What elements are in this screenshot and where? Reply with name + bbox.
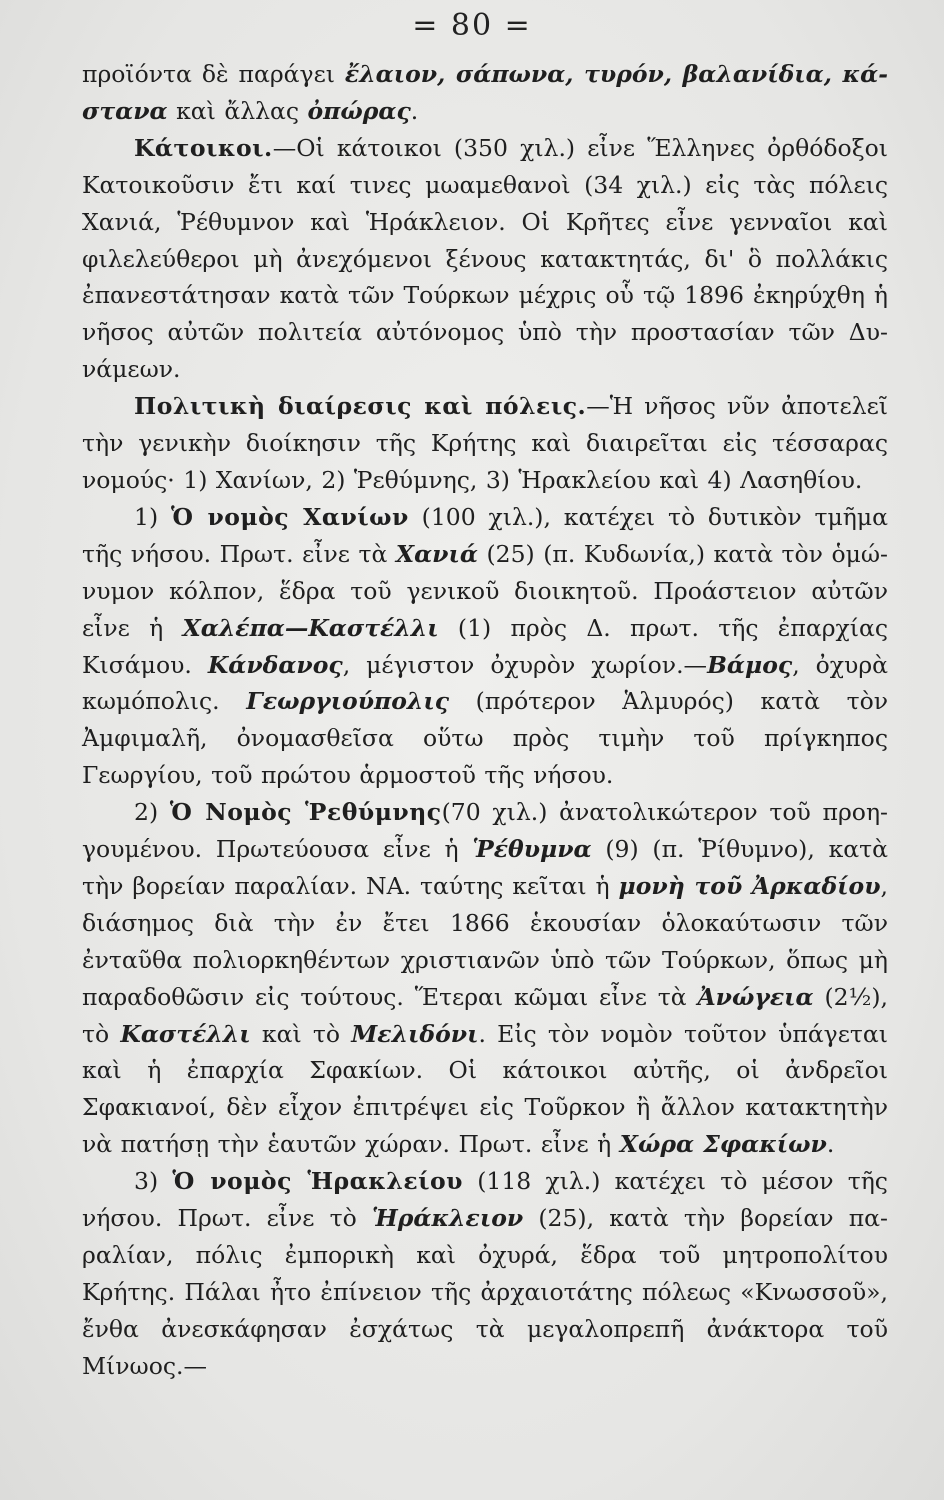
- text-run: (πρότερον Ἁλμυρός) κατὰ τὸν Ἀμφιμαλῆ, ὀνομασθεῖσα οὕτω πρὸς τιμὴν τοῦ πρίγκηπος Γεωργίου, τοῦ πρώτου ἁρμοστοῦ τῆς νήσου.: [82, 687, 889, 790]
- place-name: Ἀνώγεια: [697, 982, 814, 1011]
- prefecture-heading-rethymno: Ὁ Νομὸς Ῥεθύμνης: [169, 798, 442, 827]
- paragraph-inhabitants: [82, 130, 888, 388]
- paragraph-rethymno: [82, 794, 888, 1163]
- text-run: (118 χιλ.) κατέχει τὸ μέσον τῆς νήσου. Πρωτ. εἶνε τὸ: [82, 1167, 888, 1233]
- text-run: —Οἱ κάτοικοι (350 χιλ.) εἶνε Ἕλληνες ὀρθόδοξοι Κατοικοῦσιν ἔτι καί τινες μωαμεθανοὶ (34 χιλ.) εἰς τὰς πόλεις Χανιά, Ῥέθυμνον καὶ Ἡράκλειον. Οἱ Κρῆτες εἶνε γενναῖοι καὶ φιλελεύθεροι μὴ ἀνεχόμενοι ξένους κατακτητάς, δι' ὃ πολλάκις ἐπανεστάτησαν κατὰ τῶν Τούρκων μέχρις οὗ τῷ 1896 ἐκηρύχθη ἡ νῆσος αὐτῶν πολιτεία αὐτόνομος ὑπὸ τὴν προστασίαν τῶν Δυνάμεων.: [82, 133, 888, 384]
- page-number: = 80 =: [412, 8, 532, 43]
- place-name: Βάμος: [707, 650, 793, 679]
- paragraph-chania: [82, 499, 888, 794]
- place-name: Γεωργιούπολις: [246, 687, 450, 716]
- text-run: (1) πρὸς Δ. πρωτ. τῆς ἐπαρχίας Κισάμου.: [82, 613, 888, 679]
- section-heading-political-division: Πολιτικὴ διαίρεσις καὶ πόλεις.: [134, 392, 587, 421]
- text-run: (25) (π. Κυδωνία,) κατὰ τὸν ὁμώνυμον κόλπον, ἕδρα τοῦ γενικοῦ διοικητοῦ. Προάστειον αὐτῶν εἶνε ἡ: [82, 539, 888, 642]
- place-name: Κάνδανος: [207, 650, 343, 679]
- prefecture-heading-heraklion: Ὁ νομὸς Ἡρακλείου: [172, 1167, 463, 1196]
- place-name: Χανιά: [395, 539, 478, 568]
- text-run: καὶ ἄλλας: [167, 96, 308, 125]
- place-name: Ῥέθυμνα: [472, 835, 592, 864]
- text-run: (9) (π. Ῥίθυμνο), κατὰ τὴν βορείαν παραλίαν. ΝΑ. ταύτης κεῖται ἡ: [82, 835, 888, 900]
- text-run: , μέγιστον ὀχυρὸν χωρίον.—: [342, 650, 708, 679]
- text-run: καὶ τὸ: [250, 1019, 352, 1048]
- place-name: μονὴ τοῦ Ἀρκαδίου: [618, 871, 881, 900]
- text-run: προϊόντα δὲ παράγει: [82, 60, 345, 88]
- text-run: .: [826, 1130, 835, 1159]
- prefecture-heading-chania: Ὁ νομὸς Χανίων: [170, 502, 409, 531]
- paragraph-heraklion: [82, 1163, 888, 1384]
- text-run: (25), κατὰ τὴν βορείαν παραλίαν, πόλις ἐμπορικὴ καὶ ὀχυρά, ἕδρα τοῦ μητροπολίτου Κρήτης. Πάλαι ἦτο ἐπίνειον τῆς ἀρχαιοτάτης πόλεως «Κνωσσοῦ», ἔνθα ἀνεσκάφησαν ἐσχάτως τὰ μεγαλοπρεπῆ ἀνάκτορα τοῦ Μίνωος.—: [82, 1204, 888, 1380]
- place-name: Μελιδόνι: [351, 1019, 479, 1048]
- list-number: 2): [134, 798, 159, 827]
- text-run: (100 χιλ.), κατέχει τὸ δυτικὸν τμῆμα τῆς νήσου. Πρωτ. εἶνε τὰ: [82, 502, 888, 568]
- list-number: 3): [134, 1167, 159, 1196]
- section-heading-inhabitants: Κάτοικοι.: [134, 133, 273, 162]
- text-run: , ὀχυρὰ κωμόπολις.: [82, 650, 889, 716]
- text-run: —Ἡ νῆσος νῦν ἀποτελεῖ τὴν γενικὴν διοίκησιν τῆς Κρήτης καὶ διαιρεῖται εἰς τέσσαρας νομούς· 1) Χανίων, 2) Ῥεθύμνης, 3) Ἡρακλείου καὶ 4) Λασηθίου.: [82, 392, 888, 494]
- place-name: Ἡράκλειον: [372, 1204, 524, 1233]
- place-name: Χώρα Σφακίων: [619, 1130, 827, 1159]
- body-text: [82, 56, 888, 1385]
- text-run: , διάσημος διὰ τὴν ἐν ἔτει 1866 ἑκουσίαν ὁλοκαύτωσιν τῶν ἐνταῦθα πολιορκηθέντων χριστιανῶν ὑπὸ τῶν Τούρκων, ὅπως μὴ παραδοθῶσιν εἰς τούτους. Ἕτεραι κῶμαι εἶνε τὰ: [82, 871, 888, 1011]
- emphasis-fruits: ὀπώρας: [307, 96, 411, 125]
- text-run: . Εἰς τὸν νομὸν τοῦτον ὑπάγεται καὶ ἡ ἐπαρχία Σφακίων. Οἱ κάτοικοι αὐτῆς, οἱ ἀνδρεῖοι Σφακιανοί, δὲν εἶχον ἐπιτρέψει εἰς Τοῦρκον ἢ ἄλλον κατακτητὴν νὰ πατήσῃ τὴν ἑαυτῶν χώραν. Πρωτ. εἶνε ἡ: [82, 1019, 888, 1159]
- text-run: .: [410, 96, 419, 125]
- text-run: (2½), τὸ: [82, 982, 888, 1048]
- place-name: Χαλέπα—Καστέλλι: [182, 613, 439, 642]
- text-run: (70 χιλ.) ἀνατολικώτερον τοῦ προηγουμένου. Πρωτεύουσα εἶνε ἡ: [82, 798, 888, 864]
- place-name: Καστέλλι: [120, 1019, 251, 1048]
- emphasis-products: ἔλαιον, σάπωνα, τυρόν, βαλανίδια, κάστανα: [82, 60, 888, 125]
- paragraph-products: [82, 56, 888, 130]
- paragraph-political-division: [82, 388, 888, 499]
- list-number: 1): [134, 502, 159, 531]
